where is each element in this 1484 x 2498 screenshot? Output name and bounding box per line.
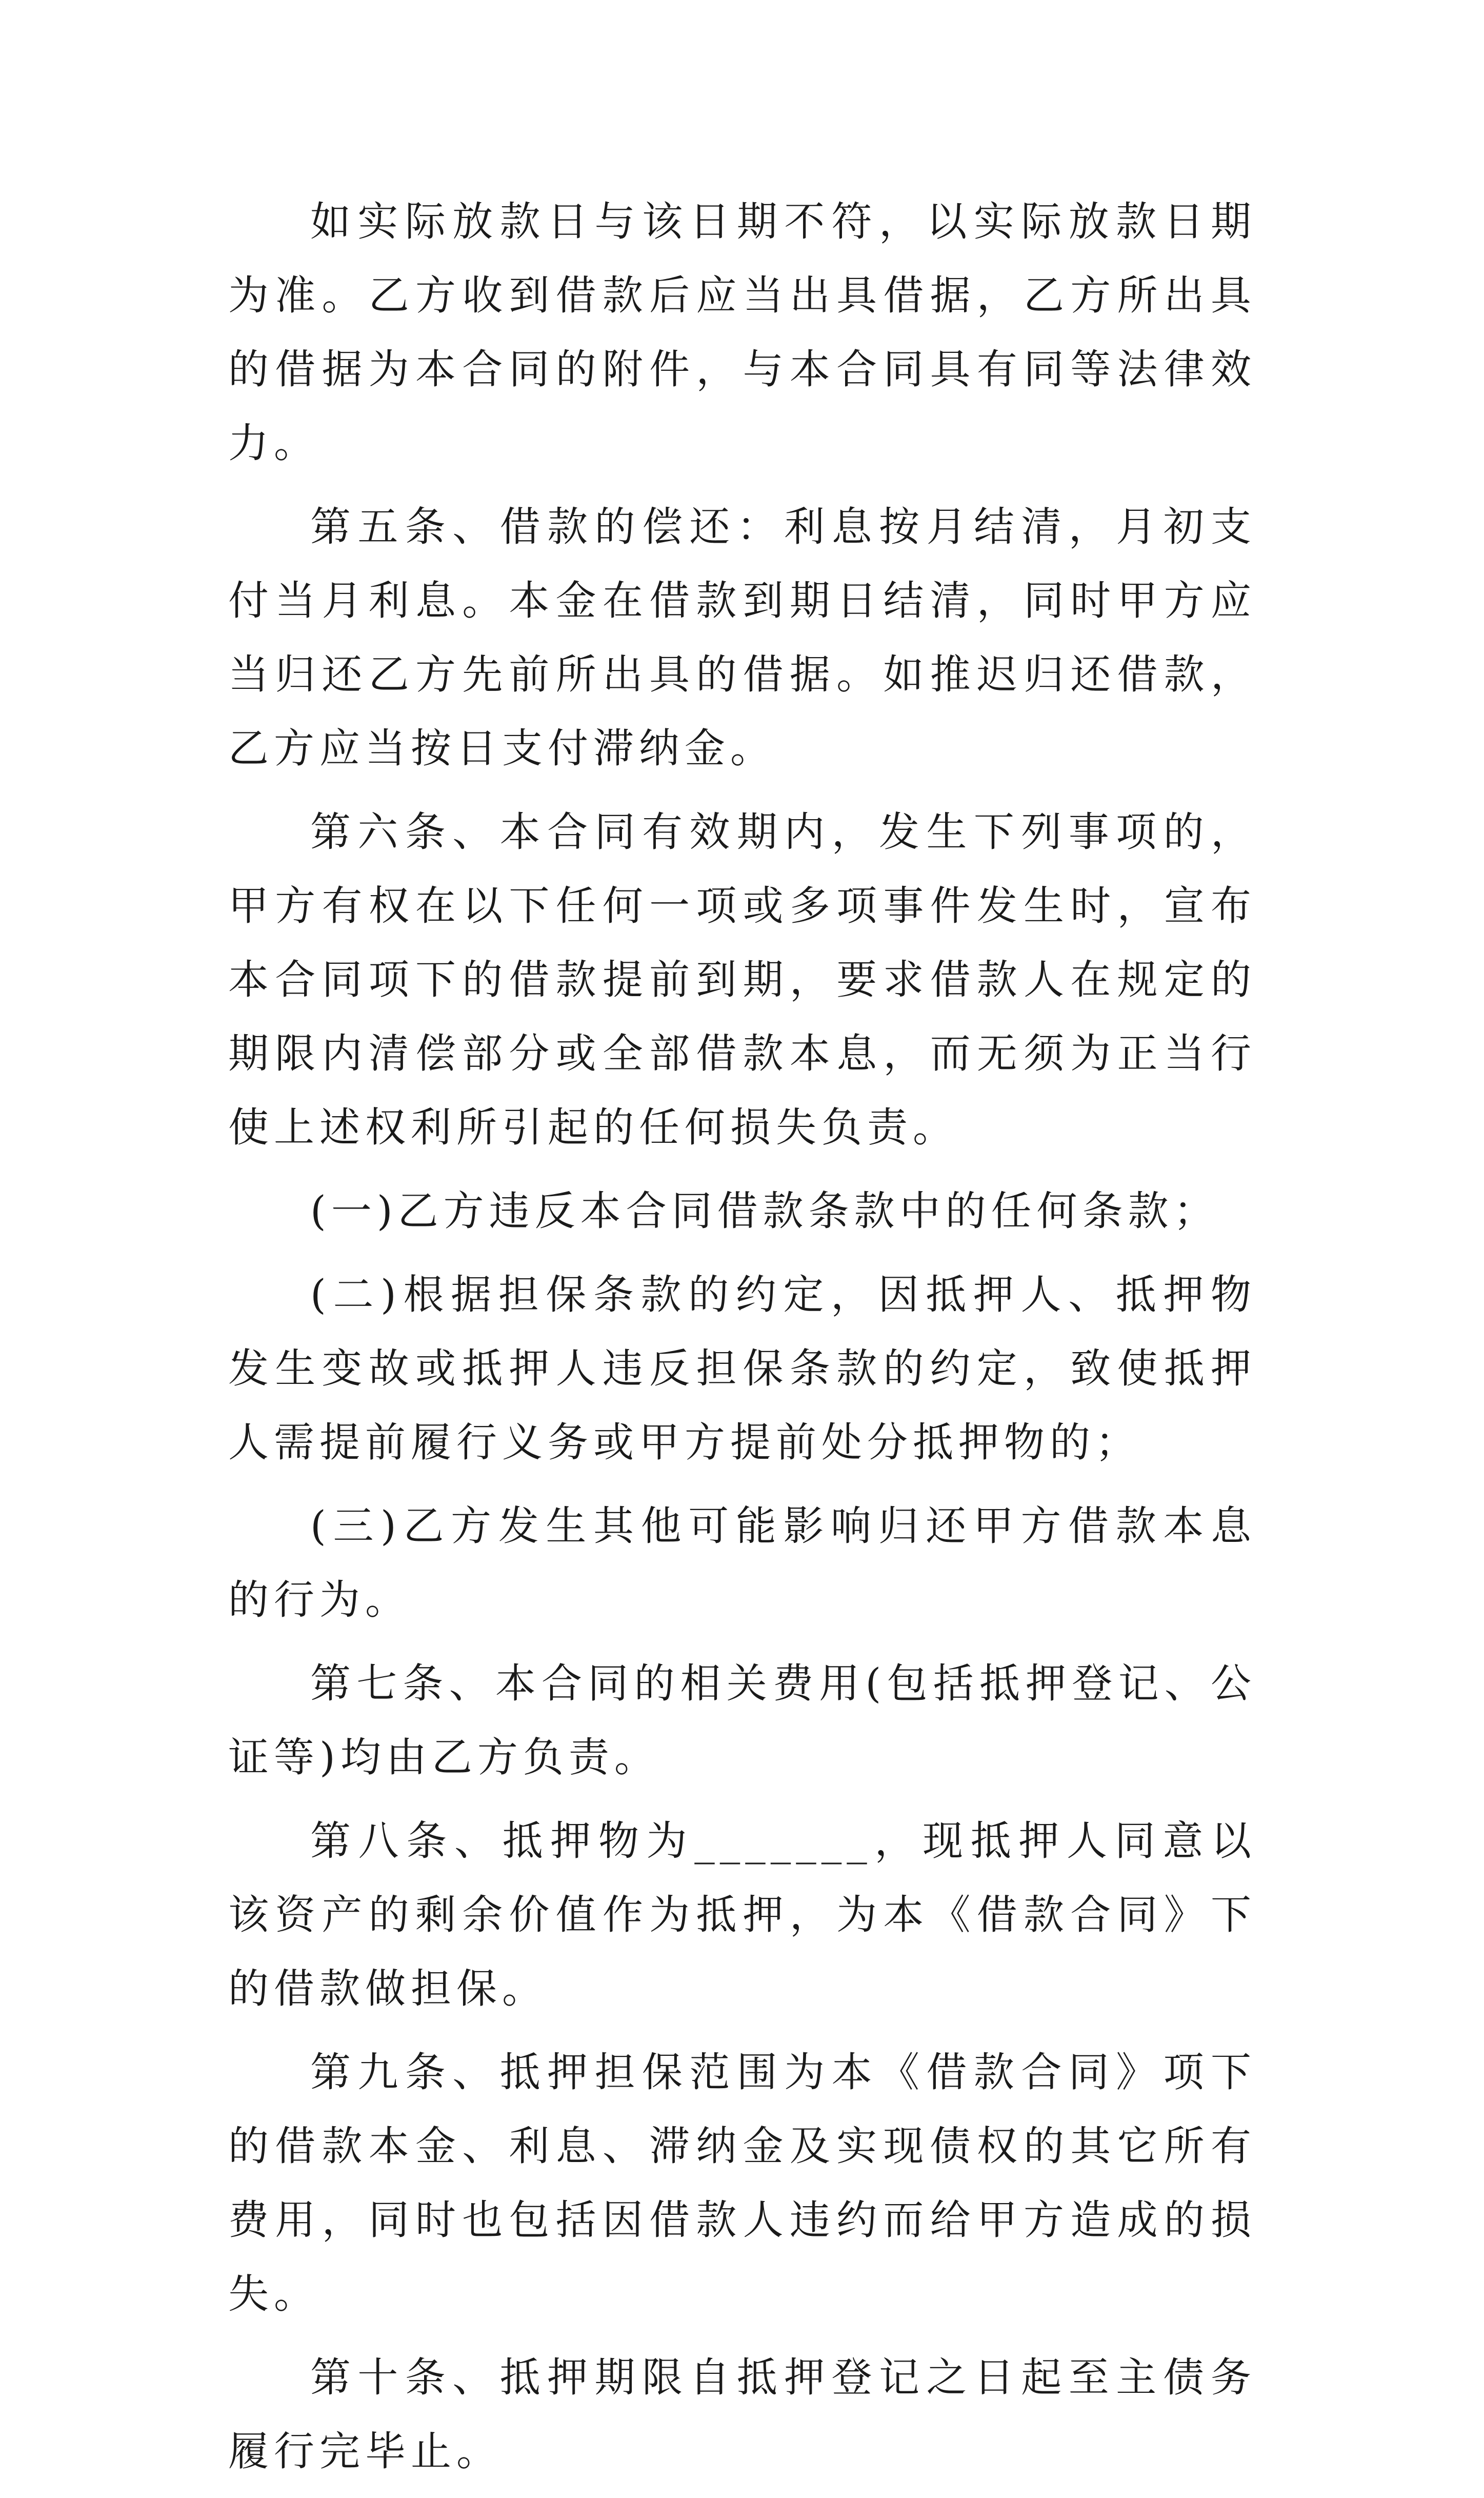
paragraph-article-6: 第六条、本合同有效期内，发生下列事项的，甲方有权在以下任何一项或多项事件发生时，宣布本合同项下的借款提前到期，要求借款人在规定的期限内清偿部分或全部借款本息，而无须为正当行使上述权利所引起的任何损失负责。 — [228, 808, 1256, 1151]
paragraph-article-10: 第十条、抵押期限自抵押登记之日起至主债务履行完毕止。 — [228, 2354, 1256, 2475]
paragraph-loan-date: 如实际放款日与该日期不符，以实际放款日期为准。乙方收到借款后应当出具借据，乙方所出具的借据为本合同的附件，与本合同具有同等法律效力。 — [228, 198, 1256, 467]
paragraph-item-1: (一)乙方违反本合同借款条款中的任何条款； — [310, 1187, 1219, 1235]
paragraph-article-7: 第七条、本合同的相关费用(包括抵押登记、公证等)均由乙方负责。 — [228, 1660, 1256, 1781]
paragraph-item-3: (三)乙方发生其他可能影响归还甲方借款本息的行为。 — [228, 1502, 1256, 1623]
paragraph-article-8: 第八条、抵押物为_______，现抵押人同意以该资产的剩余价值作为抵押，为本《借款合同》下的借款做担保。 — [228, 1817, 1256, 2012]
paragraph-item-2: (二)根据担保条款的约定，因抵押人、抵押物发生变故或抵押人违反担保条款的约定，致使抵押人需提前履行义务或甲方提前处分抵押物的； — [228, 1271, 1256, 1466]
paragraph-article-5: 第五条、借款的偿还：利息按月结清，月初支付当月利息。本金在借款到期日结清，同时甲方应当归还乙方先前所出具的借据。如推迟归还借款，乙方应当按日支付滞纳金。 — [228, 503, 1256, 772]
document-body — [228, 185, 1256, 2498]
paragraph-article-9: 第九条、抵押担保范围为本《借款合同》项下的借款本金、利息、滞纳金及实现债权的其它所有费用，同时也包括因借款人违约而给甲方造成的损失。 — [228, 2049, 1256, 2317]
